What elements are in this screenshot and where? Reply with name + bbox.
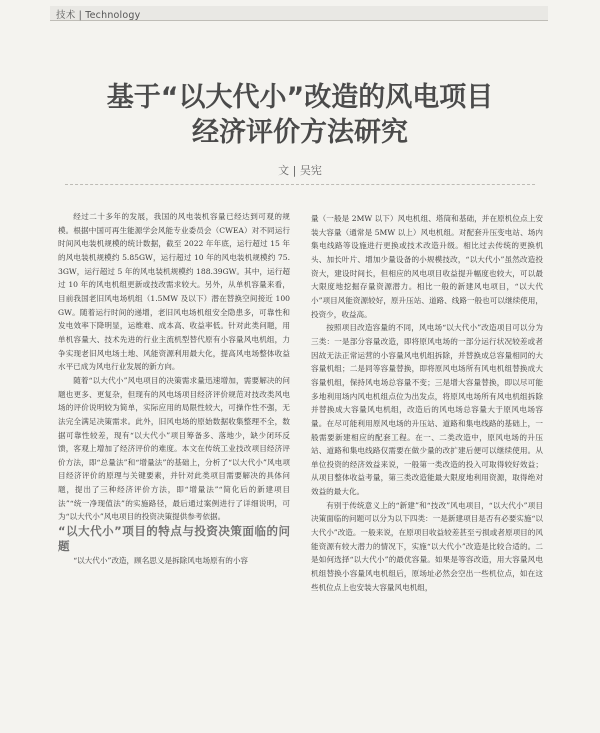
running-header [50,6,548,21]
section-label: 技术 | Technology [56,10,141,21]
paragraph: 有别于传统意义上的“新建”和“技改”风电项目，“以大代小”项目决策面临的问题可以分为以下四类：一是新建项目是否有必要实施“以大代小”改造。一般来说，在原项目收益较差甚至亏损或者原项目的风能资源有较大潜力的情况下，实施“以大代小”改造是比较合适的。二是如何选择“以大代小”的最优容量。如果是等容改造，用大容量风电机组替换小容量风电机组后，原场址必然会空出一些机位点，如在这些机位点上也安装大容量风电机组， [311,500,543,592]
paragraph: 量（一般是 2MW 以下）风电机组、塔筒和基础，并在原机位点上安装大容量（通常是 5MW 以上）风电机组。对配套升压变电站、场内集电线路等设施进行更换或技术改造升级。相比过去传统的更换机头、加长叶片、增加少量设备的小规模技改，“以大代小”虽然改造投资大，建设时间长，但相应的风电项目收益提升幅度也较大，可以最大限度地挖掘存量资源潜力。相比一般的新建风电项目，“以大代小”项目风能资源较好，原升压站、道路、线路一般也可以继续使用，投资少，收益高。 [311,214,543,319]
paragraph: “以大代小”改造，顾名思义是拆除风电场原有的小容 [73,556,249,566]
author-byline: 文 | 吴宪 [278,164,322,177]
paragraph: 随着“以大代小”风电项目的决策需求量迅速增加，需要解决的问题也更多、更复杂，但现有的风电场项目经济评价规范对技改类风电场的评价说明较为简单，实际应用的局限性较大，可操作性不强，无法完全满足决策需求。此外，旧风电场的原始数据收集整理不全，数据可靠性较差，现有“以大代小”项目筹备多、落地少，缺少闭环反馈，客观上增加了经济评价的难度。本文在传统工业技改项目经济评价方法，即“总量法”和“增量法”的基础上，分析了“以大代小”风电项目经济评价的原理与关键要素，并针对此类项目需要解决的具体问题，提出了三种经济评价方法，即“增量法”“简化后的新建项目法”“统一净现值法”的实施路径，最后通过案例进行了详细说明，可为“以大代小”风电项目的投资决策提供参考依据。 [58,375,290,522]
right-column [311,212,543,594]
paragraph: 按照项目改造容量的不同，风电场“以大代小”改造项目可以分为三类：一是部分容量改造，即将原风电场的一部分运行状况较差或者因故无法正常运营的小容量风电机组拆除，并替换成总容量相同的大容量机组；二是同等容量替换，即将原风电场所有风电机组替换成大容量机组，保持风电场总容量不变；三是增大容量替换，即以尽可能多地利用场内风电机组点位为出发点，将原风电场所有风电机组拆除并替换成大容量风电机组，改造后的风电场总容量大于原风电场容量。在尽可能利用原风电场的升压站、道路和集电线路的基础上，一般需要新建相应的配套工程。在一、二类改造中，原风电场的升压站、道路和集电线路仅需要在做少量的改扩建后便可以继续使用。从单位投资的经济效益来说，一般第一类改造的投入可取得较好效益；从项目整体收益考量，第三类改造能最大限度地利用资源，取得绝对效益的最大化。 [311,323,543,497]
left-column [58,210,290,568]
section-heading: “以大代小”项目的特点与投资决策面临的问题 [58,524,290,554]
title-divider [65,184,535,185]
paragraph: 经过二十多年的发展，我国的风电装机容量已经达到可观的规模。根据中国可再生能源学会风能专业委员会（CWEA）对不同运行时间风电装机规模的统计数据，截至 2022 年年底，运行超过 15 年的风电装机规模约 5.85GW，运行超过 10 年的风电装机规模约 75.3GW，运行超过 5 年的风电装机规模约 188.39GW。其中，运行超过 10 年的风电机组更新或技改需求较大。另外，从单机容量来看，目前我国老旧风电场机组（1.5MW 及以下）潜在替换空间接近 100GW。随着运行时间的递增，老旧风电场机组安全隐患多，可靠性和发电效率下降明显，运维难、成本高、收益率低。针对此类问题，用单机容量大、技术先进的行业主流机型替代原有小容量风电机组，力争实现老旧风电场土地、风能资源利用最大化，提高风电场整体收益水平已成为风电行业发展的新方向。 [58,212,290,372]
article-title [0,80,600,150]
title-line-1: 基于“以大代小”改造的风电项目 [106,82,494,113]
title-line-2: 经济评价方法研究 [192,117,408,148]
